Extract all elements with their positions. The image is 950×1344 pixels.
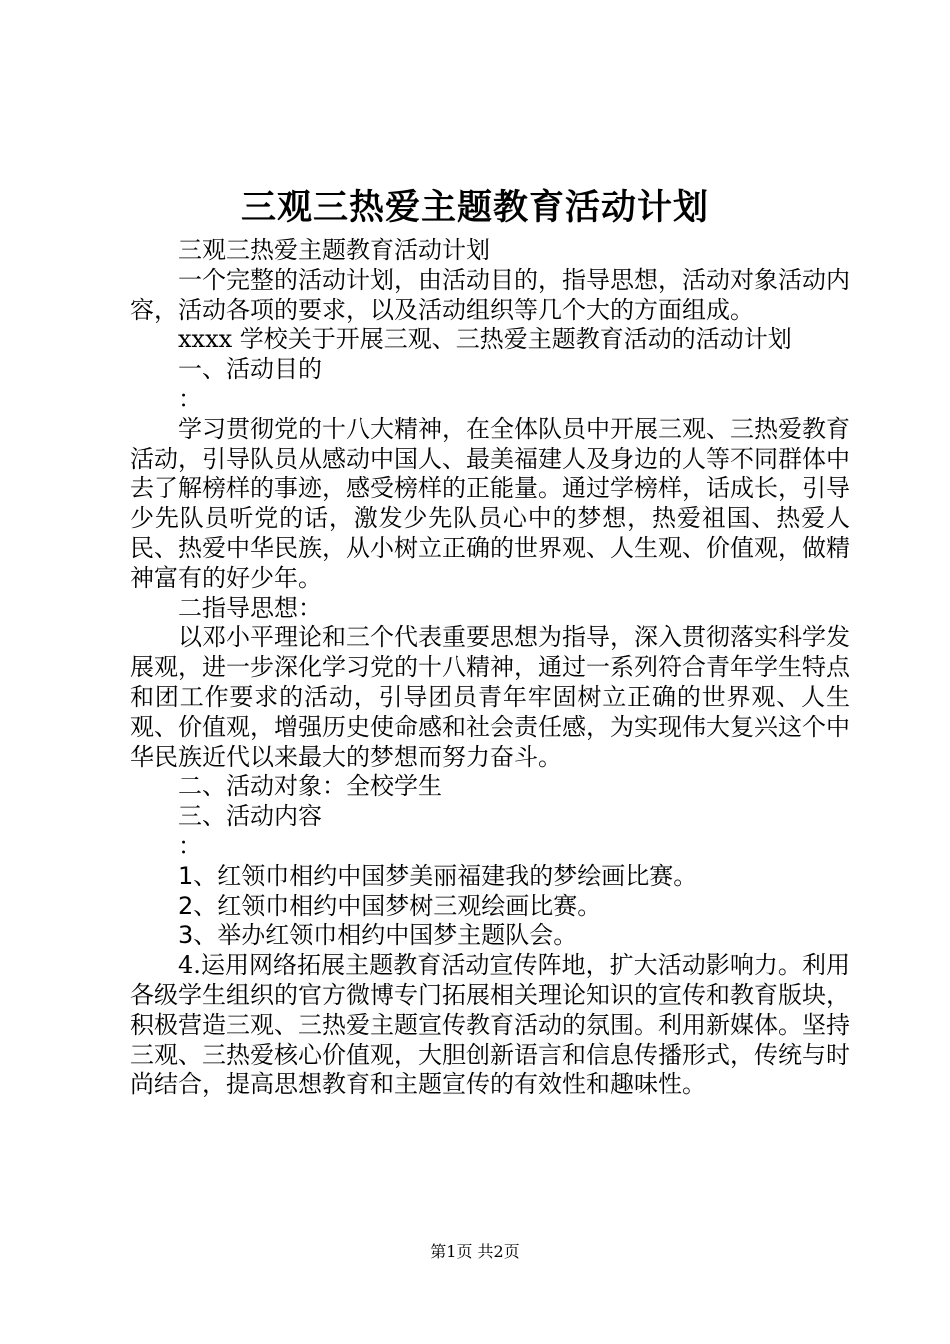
paragraph-guiding-body: 以邓小平理论和三个代表重要思想为指导，深入贯彻落实科学发展观，进一步深化学习党的十八精神，通过一系列符合青年学生特点和团工作要求的活动，引导团员青年牢固树立正确的世界观、人生观、价值观，增强历史使命感和社会责任感，为实现伟大复兴这个中华民族近代以来最大的梦想而努力奋斗。 — [130, 623, 850, 771]
paragraph-colon: ： — [178, 384, 202, 413]
heading-activity-target: 二、活动对象：全校学生 — [178, 772, 442, 801]
paragraph-plan-title: xxxx 学校关于开展三观、三热爱主题教育活动的活动计划 — [178, 325, 792, 354]
paragraph-purpose-body: 学习贯彻党的十八大精神，在全体队员中开展三观、三热爱教育活动，引导队员从感动中国人、最美福建人及身边的人等不同群体中去了解榜样的事迹，感受榜样的正能量。通过学榜样，话成长，引导少先队员听党的话，激发少先队员心中的梦想，热爱祖国、热爱人民、热爱中华民族，从小树立正确的世界观、人生观、价值观，做精神富有的好少年。 — [130, 414, 850, 592]
document-title: 三观三热爱主题教育活动计划 — [240, 188, 709, 228]
document-body — [130, 236, 850, 1100]
list-item-2: 2、红领巾相约中国梦树三观绘画比赛。 — [178, 891, 602, 920]
heading-guiding-thought: 二指导思想： — [178, 593, 322, 622]
list-item-3: 3、举办红领巾相约中国梦主题队会。 — [178, 921, 578, 950]
paragraph-intro: 一个完整的活动计划，由活动目的，指导思想，活动对象活动内容，活动各项的要求，以及活动组织等几个大的方面组成。 — [130, 265, 850, 324]
heading-activity-content: 三、活动内容 — [178, 802, 322, 831]
heading-activity-purpose: 一、活动目的 — [178, 355, 322, 384]
page-footer: 第1页 共2页 — [430, 1242, 520, 1261]
list-item-1: 1、红领巾相约中国梦美丽福建我的梦绘画比赛。 — [178, 861, 698, 890]
paragraph-subtitle: 三观三热爱主题教育活动计划 — [178, 236, 490, 264]
list-item-4: 4.运用网络拓展主题教育活动宣传阵地，扩大活动影响力。利用各级学生组织的官方微博专门拓展相关理论知识的宣传和教育版块，积极营造三观、三热爱主题宣传教育活动的氛围。利用新媒体。坚持三观、三热爱核心价值观，大胆创新语言和信息传播形式，传统与时尚结合，提高思想教育和主题宣传的有效性和趣味性。 — [130, 951, 850, 1099]
paragraph-colon: ： — [178, 831, 202, 860]
